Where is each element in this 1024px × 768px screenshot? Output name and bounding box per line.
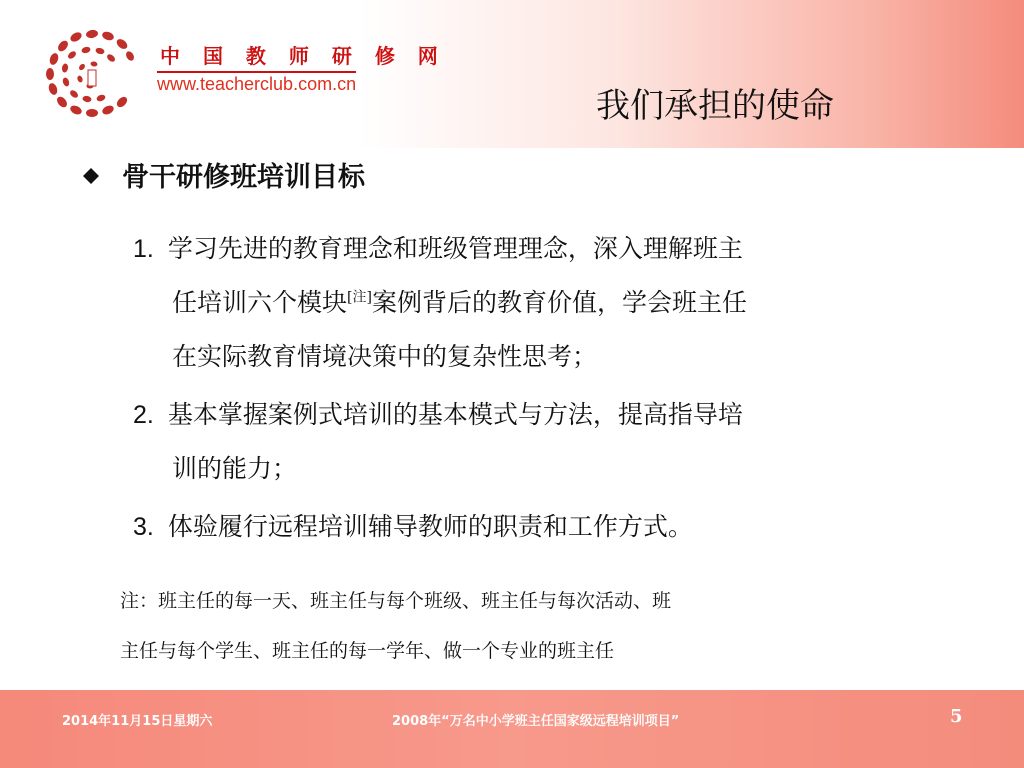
section-heading: 骨干研修班培训目标 [122, 162, 365, 193]
slide-title: 我们承担的使命 [596, 86, 834, 126]
list-item-text: 体验履行远程培训辅导教师的职责和工作方式。 [167, 512, 693, 541]
slide-footer [0, 690, 1024, 768]
footnote-line-2: 主任与每个学生、班主任的每一学年、做一个专业的班主任 [120, 640, 615, 662]
list-item-number: 3. [133, 513, 154, 541]
list-item-number: 1. [133, 235, 154, 263]
footnote-line-1: 注：班主任的每一天、班主任与每个班级、班主任与每次活动、班 [120, 590, 672, 612]
page-number: 5 [950, 706, 963, 727]
list-item-text: 任培训六个模块 [172, 288, 348, 317]
list-item-3-line-1 [133, 507, 693, 543]
teacherclub-logo [30, 22, 155, 122]
list-item-text: 基本掌握案例式培训的基本模式与方法，提高指导培 [167, 400, 743, 429]
list-item-2-line-2: 训的能力； [172, 454, 298, 483]
list-item-1-line-3: 在实际教育情境决策中的复杂性思考； [172, 342, 598, 371]
footer-project: 2008年“万名中小学班主任国家级远程培训项目” [392, 714, 680, 729]
list-item-1-line-1 [133, 229, 743, 265]
footnote-marker: [注] [347, 289, 372, 306]
diamond-bullet-icon [82, 167, 100, 185]
list-item-text: 案例背后的教育价值，学会班主任 [371, 288, 747, 317]
list-item-number: 2. [133, 401, 154, 429]
list-item-1-line-2 [172, 283, 747, 319]
site-name: 中 国 教 师 研 修 网 [160, 44, 446, 68]
footer-date: 2014年11月15日星期六 [62, 714, 213, 729]
site-url: www.teacherclub.com.cn [157, 71, 356, 95]
list-item-text: 学习先进的教育理念和班级管理理念，深入理解班主 [167, 234, 743, 263]
list-item-2-line-1 [133, 395, 743, 431]
